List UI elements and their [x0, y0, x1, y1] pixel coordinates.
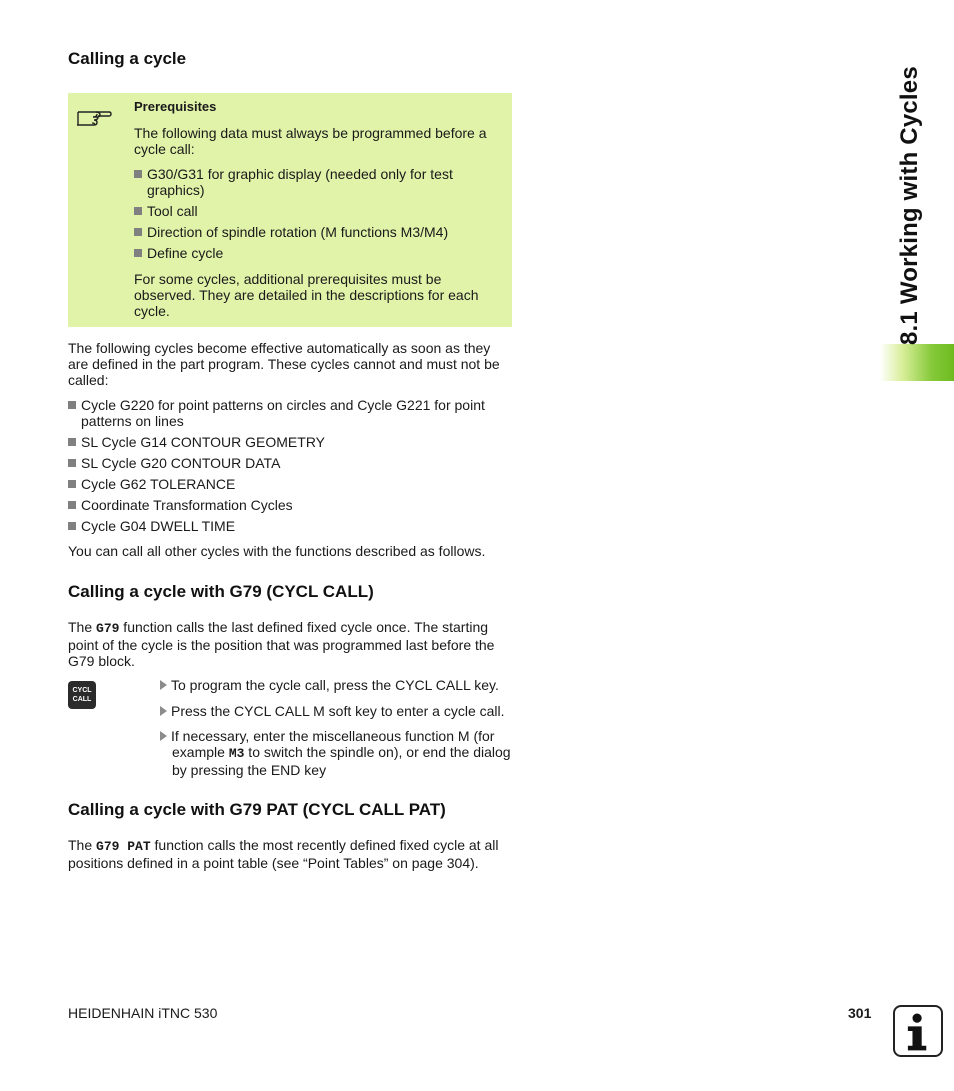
note-item: Direction of spindle rotation (M functions M3/M4) — [134, 224, 448, 240]
bullet-icon — [134, 207, 142, 215]
page-number: 301 — [848, 1005, 872, 1021]
list-item: SL Cycle G14 CONTOUR GEOMETRY — [68, 434, 325, 450]
g79-description: The G79 function calls the last defined fixed cycle once. The starting point of the cycle is the position that was programmed last before the G79 block. — [68, 619, 495, 669]
note-item: Tool call — [134, 203, 198, 219]
footer-product: HEIDENHAIN iTNC 530 — [68, 1005, 218, 1021]
bullet-icon — [68, 522, 76, 530]
chapter-title: 8.1 Working with Cycles — [896, 66, 923, 345]
note-item: G30/G31 for graphic display (needed only for test graphics) — [134, 166, 507, 198]
step-item: Press the CYCL CALL M soft key to enter a cycle call. — [160, 703, 505, 719]
list-item: Cycle G04 DWELL TIME — [68, 518, 235, 534]
bullet-icon — [68, 480, 76, 488]
g79-code: G79 — [96, 621, 120, 636]
step-item: To program the cycle call, press the CYCL CALL key. — [160, 677, 499, 693]
chapter-tab — [880, 344, 954, 381]
list-item: Coordinate Transformation Cycles — [68, 497, 293, 513]
arrow-right-icon — [160, 680, 167, 690]
list-item: SL Cycle G20 CONTOUR DATA — [68, 455, 280, 471]
g79-pat-code: G79 PAT — [96, 839, 151, 854]
bullet-icon — [68, 438, 76, 446]
auto-cycles-intro: The following cycles become effective automatically as soon as they are defined in the part program. These cycles cannot and must not be called: — [68, 340, 500, 388]
bullet-icon — [134, 249, 142, 257]
note-intro: The following data must always be programmed before a cycle call: — [134, 125, 487, 157]
arrow-right-icon — [160, 706, 167, 716]
bullet-icon — [134, 228, 142, 236]
cycl-call-key-icon: CYCL CALL — [68, 681, 96, 709]
info-icon[interactable] — [893, 1005, 943, 1057]
list-item: Cycle G62 TOLERANCE — [68, 476, 235, 492]
list-item: Cycle G220 for point patterns on circles and Cycle G221 for point patterns on lines — [68, 397, 521, 429]
bullet-icon — [68, 459, 76, 467]
g79-pat-heading: Calling a cycle with G79 PAT (CYCL CALL PAT) — [68, 800, 446, 819]
bullet-icon — [68, 501, 76, 509]
bullet-icon — [134, 170, 142, 178]
pointing-hand-icon — [76, 103, 112, 129]
note-outro: For some cycles, additional prerequisites must be observed. They are detailed in the descriptions for each cycle. — [134, 271, 479, 319]
section-title: Calling a cycle — [68, 49, 187, 68]
bullet-icon — [68, 401, 76, 409]
g79-heading: Calling a cycle with G79 (CYCL CALL) — [68, 582, 374, 601]
g79-pat-description: The G79 PAT function calls the most recently defined fixed cycle at all positions defined in a point table (see “Point Tables” on page 304). — [68, 837, 499, 871]
auto-cycles-outro: You can call all other cycles with the functions described as follows. — [68, 543, 486, 559]
note-item: Define cycle — [134, 245, 223, 261]
step-item: If necessary, enter the miscellaneous function M (for example M3 to switch the spindle on), or end the dialog by pressing the END key — [160, 728, 527, 778]
note-title: Prerequisites — [134, 99, 217, 114]
m3-code: M3 — [228, 746, 245, 761]
arrow-right-icon — [160, 731, 167, 741]
